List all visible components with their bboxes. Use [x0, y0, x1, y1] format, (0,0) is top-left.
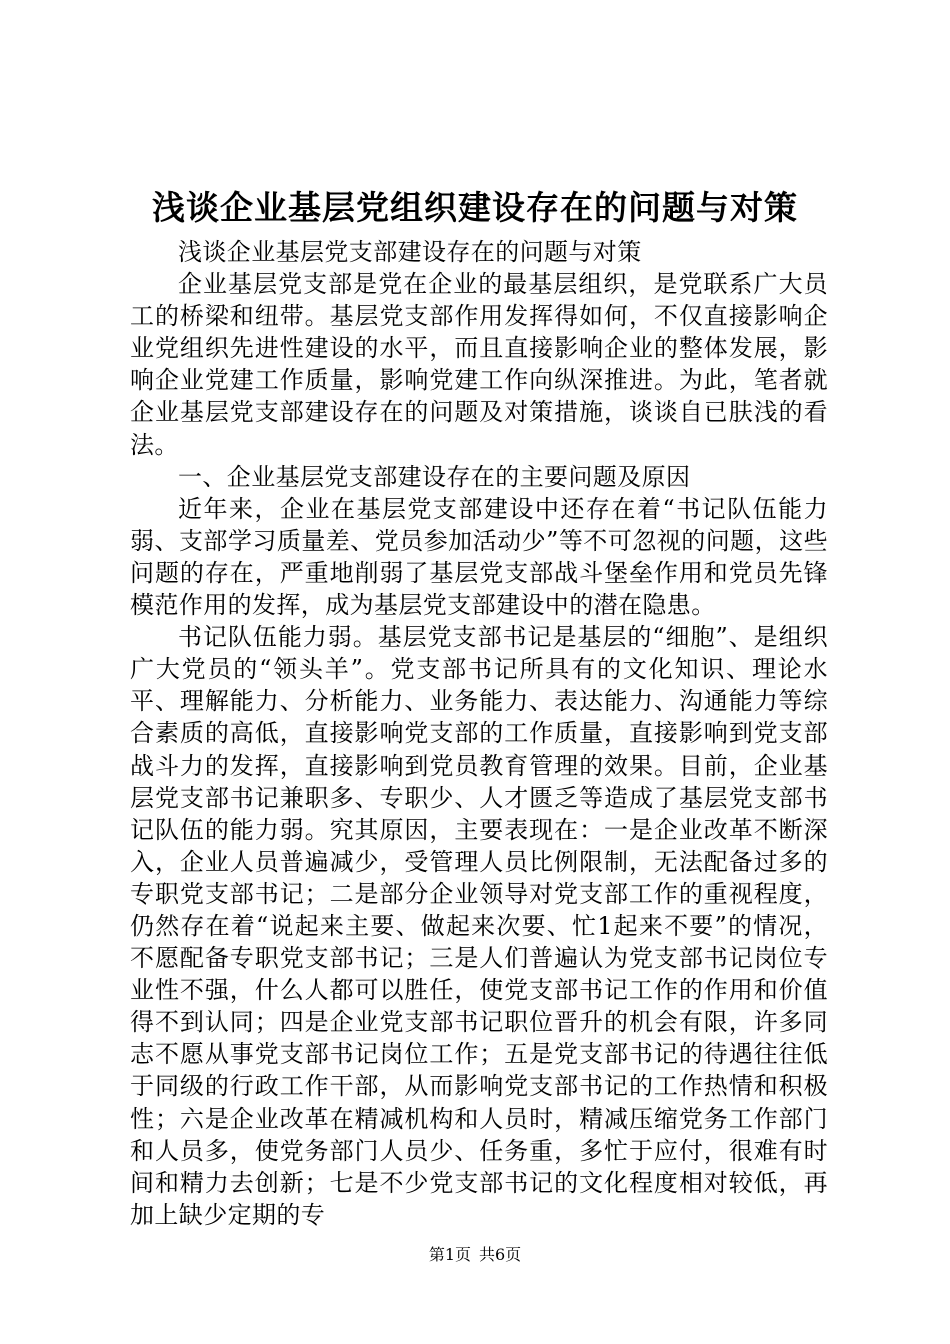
body-paragraph: 近年来，企业在基层党支部建设中还存在着“书记队伍能力弱、支部学习质量差、党员参加活动少”等不可忽视的问题，这些问题的存在，严重地削弱了基层党支部战斗堡垒作用和党员先锋模范作用的发挥，成为基层党支部建设中的潜在隐患。 [130, 494, 828, 620]
page-number: 第1页 [428, 1245, 471, 1264]
section-heading: 一、企业基层党支部建设存在的主要问题及原因 [178, 462, 691, 491]
document-body [130, 236, 828, 1231]
document-title: 浅谈企业基层党组织建设存在的问题与对策 [152, 188, 798, 227]
page-footer [0, 1244, 950, 1266]
intro-paragraph: 企业基层党支部是党在企业的最基层组织，是党联系广大员工的桥梁和纽带。基层党支部作用发挥得如何，不仅直接影响企业党组织先进性建设的水平，而且直接影响企业的整体发展，影响企业党建工作质量，影响党建工作向纵深推进。为此，笔者就企业基层党支部建设存在的问题及对策措施，谈谈自已肤浅的看法。 [130, 270, 828, 459]
page-total: 共6页 [479, 1245, 522, 1264]
body-paragraph: 书记队伍能力弱。基层党支部书记是基层的“细胞”、是组织广大党员的“领头羊”。党支部书记所具有的文化知识、理论水平、理解能力、分析能力、业务能力、表达能力、沟通能力等综合素质的高低，直接影响党支部的工作质量，直接影响到党支部战斗力的发挥，直接影响到党员教育管理的效果。目前，企业基层党支部书记兼职多、专职少、人才匮乏等造成了基层党支部书记队伍的能力弱。究其原因，主要表现在：一是企业改革不断深入，企业人员普遍减少，受管理人员比例限制，无法配备过多的专职党支部书记；二是部分企业领导对党支部工作的重视程度，仍然存在着“说起来主要、做起来次要、忙1起来不要”的情况，不愿配备专职党支部书记；三是人们普遍认为党支部书记岗位专业性不强，什么人都可以胜任，使党支部书记工作的作用和价值得不到认同；四是企业党支部书记职位晋升的机会有限，许多同志不愿从事党支部书记岗位工作；五是党支部书记的待遇往往低于同级的行政工作干部，从而影响党支部书记的工作热情和积极性；六是企业改革在精减机构和人员时，精减压缩党务工作部门和人员多，使党务部门人员少、任务重，多忙于应付，很难有时间和精力去创新；七是不少党支部书记的文化程度相对较低，再加上缺少定期的专 [130, 623, 828, 1229]
subtitle-paragraph: 浅谈企业基层党支部建设存在的问题与对策 [178, 238, 642, 266]
